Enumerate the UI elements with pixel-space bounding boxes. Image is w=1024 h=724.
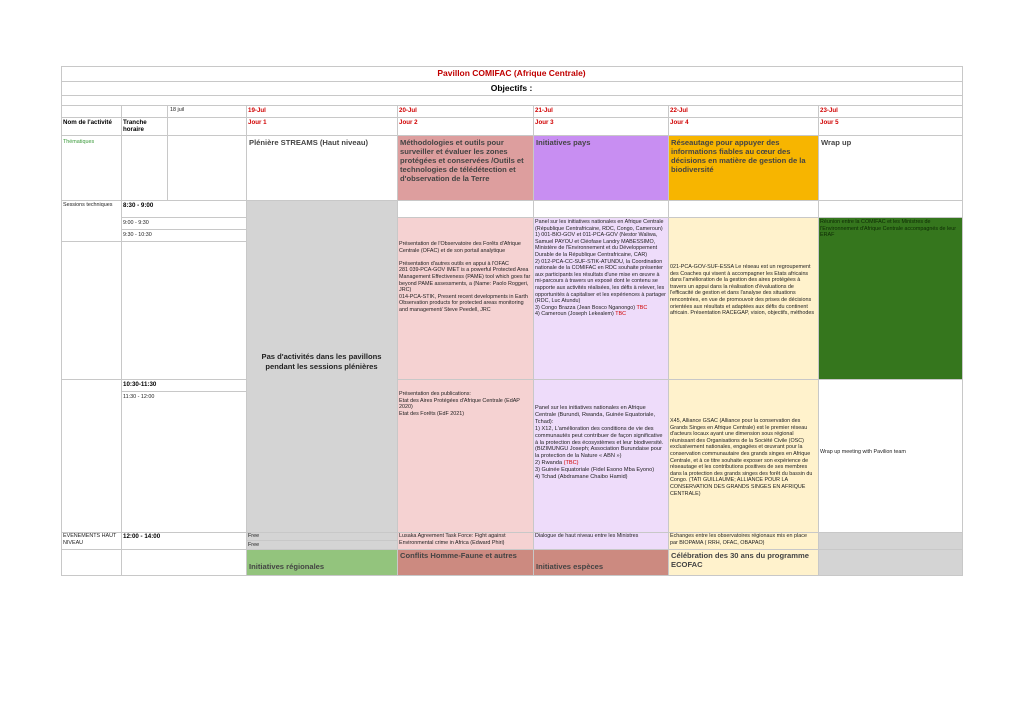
row-label-evenements: EVENEMENTS HAUT NIVEAU	[63, 533, 118, 546]
date-4: 22-Jul	[670, 107, 688, 114]
free-cell-2: Free	[248, 542, 260, 548]
header-day-1: Jour 1	[248, 119, 267, 126]
slot-2: 9:00 - 9:30	[123, 220, 149, 226]
session-j4-morning: 021-PCA-GOV-SUF-ESSA Le réseau est un regroupement des Coaches qui visent à accompagner les Etats africains dans l'amélioration de la gestion des aires protégées à travers un appui dans la réalisation d'évaluations de l'efficacité de gestion et dans l'analyse des situations rencontrées, en vue de promouvoir des prises de décisions orientées aux résultats et adaptées aux défis du continent africain. Présentation RACEGAP, vision, objectifs, méthodes	[670, 264, 815, 317]
date-3: 21-Jul	[535, 107, 553, 114]
row-label-thematiques: Thématiques	[63, 139, 95, 145]
header-day-4: Jour 4	[670, 119, 689, 126]
row-label-sessions: Sessions techniques	[63, 202, 113, 208]
bottom-theme-1: Initiatives régionales	[249, 562, 325, 571]
session-j4-late: X45, Alliance GSAC (Alliance pour la conservation des Grands Singes en Afrique Centrale) est le premier réseau d'acteurs locaux ayant une dimension sous régional réunissant des Organisations de la Société Civile (OSC) exclusivement nationales, engagées et œuvrant pour la conservation communautaire des grands singes en Afrique Centrale, et à ce titre souhaite exposer son expérience de réseautage et les contributions positives de ses membres dans la protection des grands singes des forêt du bassin du Congo. (TATI GUILLAUME; ALLIANCE POUR LA CONSERVATION DES GRANDS SINGES EN AFRIQUE CENTRALE)	[670, 418, 814, 497]
bottom-theme-2: Conflits Homme-Faune et autres	[400, 551, 517, 560]
bottom-theme-3: Initiatives espèces	[536, 562, 604, 571]
event-j3: Dialogue de haut niveau entre les Ministres	[535, 533, 639, 539]
plenary-notice: Pas d'activités dans les pavillons pendant les sessions plénières	[261, 352, 382, 371]
bottom-theme-4: Célébration des 30 ans du programme ECOFAC	[671, 551, 809, 569]
page-title: Pavillon COMIFAC (Afrique Centrale)	[437, 68, 586, 78]
theme-day-2: Méthodologies et outils pour surveiller et évaluer les zones protégées et conservées /Outils et technologies de télédétection et d'observation de la Terre	[400, 138, 524, 183]
slot-5: 11:30 - 12:00	[123, 394, 155, 400]
objectives-label: Objectifs :	[490, 83, 533, 93]
session-j3-morning: Panel sur les initiatives nationales en Afrique Centrale (République Centrafricaine, RDC, Congo, Cameroun) 1) 001-BIO-GOV et 011-PCA-GOV (Nestor Waliwa, Samuel PAYOU et Cléofase Landry MABESSIMO, Ministère de l'Environnement et du Développement Durable de la République Centrafricaine, CAR) 2) 012-PCA-CC-SUF-STIK-ATUNDU, la Coordination nationale de la COMIFAC en RDC souhaite présenter aux participants les résultats d'une mise en œuvre à mi-parcours à travers un exposé dont le contenu se rapporte aux activités réalisées, les défis à relever, les opportunités à capitaliser et les expériences à partager (RDC, Luc Atundu) 3) Congo Brazza (Jean Bosco Nganongo) TBC 4) Cameroun (Joseph Lekealem) TBC	[535, 219, 666, 318]
event-j2: Lusaka Agreement Task Force: Fight against Environmental crime in Africa (Edward Phiri)	[399, 533, 508, 546]
slot-1: 8:30 - 9:00	[123, 202, 154, 209]
theme-day-3: Initiatives pays	[536, 138, 591, 147]
date-5: 23-Jul	[820, 107, 838, 114]
session-j5-late: Wrap up meeting with Pavilion team	[820, 449, 906, 455]
date-2: 20-Jul	[399, 107, 417, 114]
session-j3-late: Panel sur les initiatives nationales en Afrique Centrale (Burundi, Rwanda, Guinée Equatoriale, Tchad): 1) X12, L'amélioration des conditions de vie des communautés peut contribuer de façon significative à la protection des écosystèmes et leur biodiversité. (BIZIMUNGU Joseph; Association Burundaise pour la protection de la Nature « ABN ») 2) Rwanda (TBC) 3) Guinée Equatoriale (Fidel Esono Mba Eyono) 4) Tchad (Abdramane Chaibo Hamid)	[535, 405, 664, 481]
j5-event-bg	[818, 532, 962, 575]
slot-6: 12:00 - 14:00	[123, 533, 161, 540]
theme-day-4: Réseautage pour appuyer des informations fiables au cœur des décisions en matière de gestion de la biodiversité	[671, 138, 806, 174]
date-1: 19-Jul	[248, 107, 266, 114]
event-j4: Echanges entre les observatoires régionaux mis en place par BIOPAMA ( RRH, OFAC, OBAPAO)	[670, 533, 809, 546]
header-slot: Tranche horaire	[123, 119, 147, 133]
session-j2-late: Présentation des publications: Etat des Aires Protégées d'Afrique Centrale (EdAP 2020) Etat des Forêts (EdF 2021)	[399, 391, 520, 417]
session-j5-morning: Réunion entre la COMIFAC et les Ministres de l'Environnement d'Afrique Centrale accompagnés de leur ERAF	[820, 219, 958, 239]
date-0: 18 juil	[170, 107, 185, 113]
session-j2-morning: Présentation de l'Observatoire des Forêts d'Afrique Centrale (OFAC) et de son portail analytique Présentation d'autres outils en appui à l'OFAC 281 039-PCA-GOV IMET is a powerful Protected Area Management Effectiveness (PAME) tool which goes far beyond PAME assessments, a (Name: Paolo Roggeri, JRC) 014-PCA-STIK, Present recent developments in Earth Observation products for protected areas monitoring and management/ Steve Peedell, JRC	[399, 241, 531, 313]
header-day-5: Jour 5	[820, 119, 839, 126]
header-day-2: Jour 2	[399, 119, 418, 126]
slot-4: 10:30-11:30	[123, 381, 157, 388]
free-cell-1: Free	[248, 533, 260, 539]
theme-day-1: Plénière STREAMS (Haut niveau)	[249, 138, 368, 147]
theme-day-5: Wrap up	[821, 138, 852, 147]
slot-3: 9:30 - 10:30	[123, 232, 152, 238]
header-day-3: Jour 3	[535, 119, 554, 126]
header-activity: Nom de l'activité	[63, 119, 112, 126]
